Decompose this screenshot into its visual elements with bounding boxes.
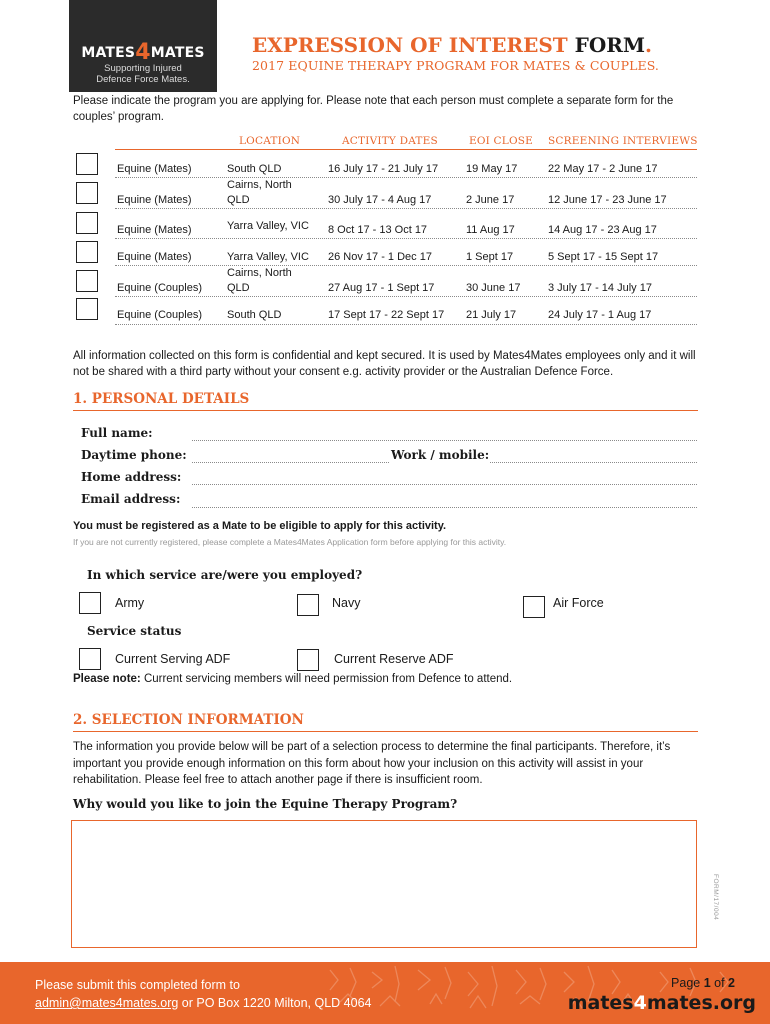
air-force-checkbox[interactable] [523,596,545,618]
army-checkbox[interactable] [79,592,101,614]
program-dates: 26 Nov 17 - 1 Dec 17 [328,251,432,263]
logo-tagline: Supporting Injured Defence Force Mates. [96,63,190,85]
col-head-location: LOCATION [239,135,301,147]
program-screening: 14 Aug 17 - 23 Aug 17 [548,224,657,236]
footer-contact: admin@mates4mates.org or PO Box 1220 Milton, QLD 4064 [35,996,372,1010]
program-screening: 24 July 17 - 1 Aug 17 [548,309,652,321]
navy-checkbox[interactable] [297,594,319,616]
program-eoi-close: 19 May 17 [466,163,518,175]
service-status-label: Service status [87,624,182,638]
row-rule [115,265,697,266]
program-screening: 5 Sept 17 - 15 Sept 17 [548,251,659,263]
program-checkbox-6[interactable] [76,298,98,320]
daytime-phone-label: Daytime phone: [81,448,187,462]
footer-email-link[interactable]: admin@mates4mates.org [35,996,179,1010]
footer-bar [0,962,770,1024]
confidentiality-text: All information collected on this form is confidential and kept secured. It is used by Mates4Mates employees only and it will not be shared with a third party without your consent e.g. activity provider or the Australian Defence Force. [73,350,696,378]
program-dates: 30 July 17 - 4 Aug 17 [328,194,432,206]
row-rule [115,238,697,239]
program-name: Equine (Mates) [117,163,192,175]
navy-label: Navy [332,596,361,610]
service-please-note: Please note: Current servicing members will need permission from Defence to attend. [73,673,513,685]
army-label: Army [115,596,145,610]
program-location-line2: QLD [227,282,250,294]
col-head-screening: SCREENING INTERVIEWS [548,135,698,147]
program-eoi-close: 1 Sept 17 [466,251,514,263]
program-location: Cairns, North [227,267,292,279]
program-dates: 17 Sept 17 - 22 Sept 17 [328,309,445,321]
program-screening: 12 June 17 - 23 June 17 [548,194,667,206]
current-reserve-label: Current Reserve ADF [334,652,454,666]
intro-text: Please indicate the program you are applying for. Please note that each person must complete a separate form for the couples’ program. [73,95,674,123]
air-force-label: Air Force [553,596,604,610]
program-screening: 3 July 17 - 14 July 17 [548,282,652,294]
program-name: Equine (Mates) [117,224,192,236]
program-location: South QLD [227,163,282,175]
section-selection-heading: 2. SELECTION INFORMATION [73,712,304,728]
program-dates: 16 July 17 - 21 July 17 [328,163,439,175]
program-name: Equine (Mates) [117,251,192,263]
current-reserve-checkbox[interactable] [297,649,319,671]
row-rule [115,324,697,325]
program-checkbox-3[interactable] [76,212,98,234]
why-join-question: Why would you like to join the Equine Therapy Program? [73,797,458,811]
home-address-field[interactable] [192,484,697,485]
form-code: FORM/17/004 [712,874,719,921]
row-rule [115,208,697,209]
email-address-label: Email address: [81,492,181,506]
program-location: Yarra Valley, VIC [227,251,309,263]
eligibility-requirement: You must be registered as a Mate to be eligible to apply for this activity. [73,520,447,532]
current-serving-label: Current Serving ADF [115,652,231,666]
program-dates: 8 Oct 17 - 13 Oct 17 [328,224,428,236]
section-personal-rule [73,410,698,411]
program-name: Equine (Couples) [117,282,202,294]
program-location: South QLD [227,309,282,321]
section-personal-heading: 1. PERSONAL DETAILS [73,391,250,407]
form-subtitle: 2017 EQUINE THERAPY PROGRAM FOR MATES & COUPLES. [252,58,659,73]
work-mobile-label: Work / mobile: [391,448,490,462]
table-header-rule [115,149,697,150]
program-checkbox-2[interactable] [76,182,98,204]
program-name: Equine (Couples) [117,309,202,321]
program-eoi-close: 2 June 17 [466,194,515,206]
col-head-activity-dates: ACTIVITY DATES [342,135,438,147]
full-name-label: Full name: [81,426,153,440]
program-checkbox-4[interactable] [76,241,98,263]
program-checkbox-1[interactable] [76,153,98,175]
program-eoi-close: 11 Aug 17 [466,224,515,236]
row-rule [115,177,697,178]
daytime-phone-field[interactable] [192,462,389,463]
footer-brand: mates4mates.org [567,992,756,1014]
work-mobile-field[interactable] [490,462,697,463]
program-eoi-close: 21 July 17 [466,309,517,321]
why-join-answer-box[interactable] [71,820,697,948]
page-number: Page 1 of 2 [671,976,735,990]
email-address-field[interactable] [192,507,697,508]
program-eoi-close: 30 June 17 [466,282,521,294]
current-serving-checkbox[interactable] [79,648,101,670]
home-address-label: Home address: [81,470,182,484]
program-dates: 27 Aug 17 - 1 Sept 17 [328,282,435,294]
full-name-field[interactable] [192,440,697,441]
eligibility-note: If you are not currently registered, please complete a Mates4Mates Application form before applying for this activity. [73,537,507,547]
col-head-eoi-close: EOI CLOSE [469,135,534,147]
section-selection-rule [73,731,698,732]
footer-submit-text: Please submit this completed form to [35,978,240,992]
program-location: Yarra Valley, VIC [227,220,309,232]
program-screening: 22 May 17 - 2 June 17 [548,163,658,175]
program-location: Cairns, North [227,179,292,191]
logo-wordmark: MATES4MATES [81,40,205,65]
service-question: In which service are/were you employed? [87,568,363,582]
program-name: Equine (Mates) [117,194,192,206]
mates4mates-logo [69,0,217,92]
program-checkbox-5[interactable] [76,270,98,292]
form-title: EXPRESSION OF INTEREST FORM. [252,33,652,57]
row-rule [115,296,697,297]
program-location-line2: QLD [227,194,250,206]
selection-info-text: The information you provide below will be part of a selection process to determine the final participants. Therefore, it’s important you provide enough information on this form about how your inclusion on this activity will assist in your rehabilitation. Please feel free to attach another page if there is insufficient room. [73,741,671,786]
